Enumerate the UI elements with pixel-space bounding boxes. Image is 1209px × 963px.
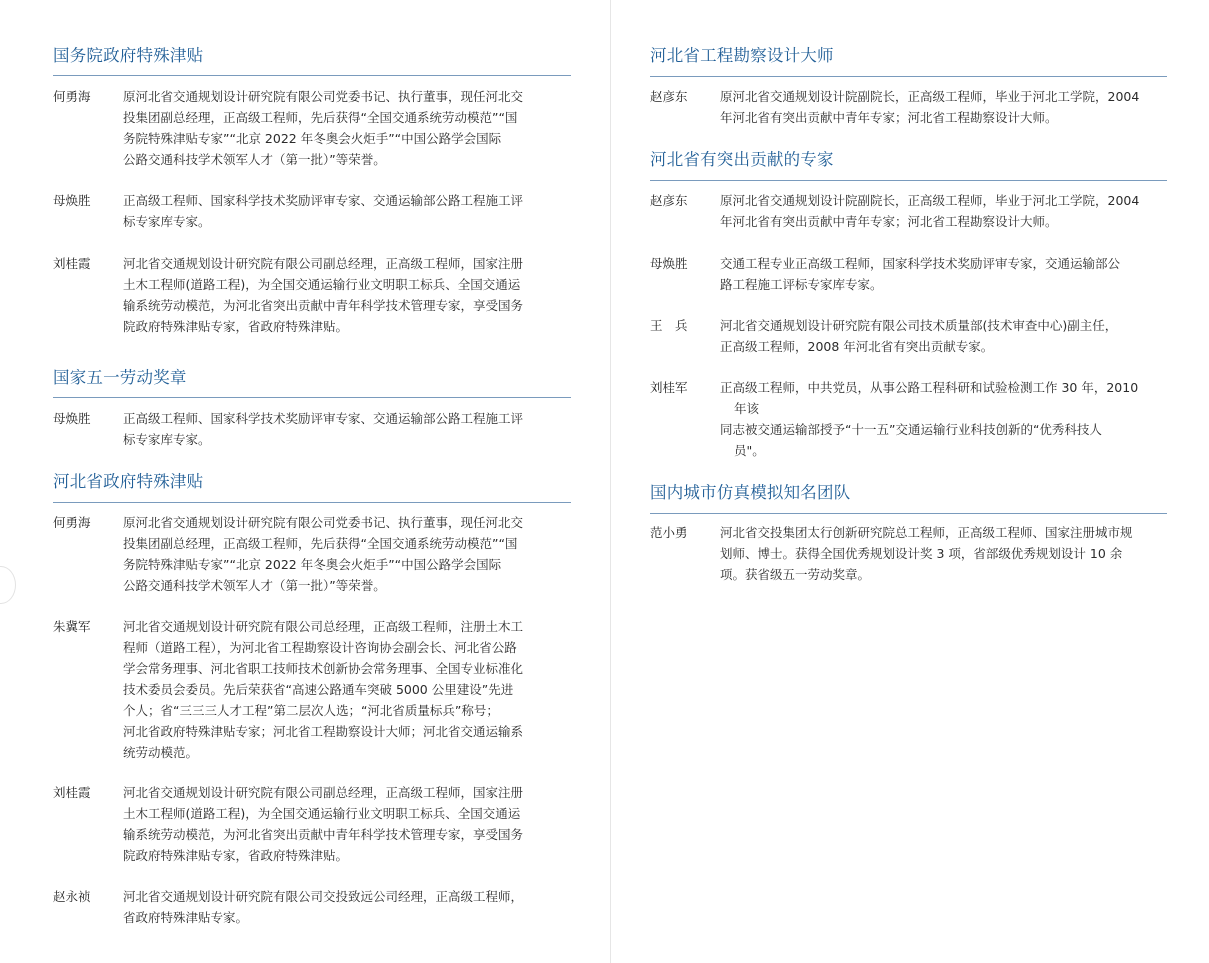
person-name: 母焕胜 xyxy=(650,256,688,271)
description-line: 河北省交通规划设计研究院有限公司副总经理，正高级工程师，国家注册 xyxy=(123,785,524,800)
description-line: 年该 xyxy=(734,401,760,416)
description-line: 项。获省级五一劳动奖章。 xyxy=(720,567,871,582)
section-rule xyxy=(53,75,571,76)
description-line: 统劳动模范。 xyxy=(123,745,199,760)
person-description xyxy=(720,315,1167,357)
section-design-master xyxy=(650,45,1167,67)
description-line: 划师、博士。获得全国优秀规划设计奖 3 项，省部级优秀规划设计 10 余 xyxy=(720,546,1123,561)
section-title: 国内城市仿真模拟知名团队 xyxy=(650,483,851,502)
description-line: 院政府特殊津贴专家，省政府特殊津贴。 xyxy=(123,848,349,863)
description-line: 标专家库专家。 xyxy=(123,214,211,229)
person-name: 赵彦东 xyxy=(650,193,688,208)
person-description xyxy=(123,616,571,763)
person-name: 赵永祯 xyxy=(53,889,91,904)
person-description xyxy=(720,253,1167,295)
person-name: 刘桂霞 xyxy=(53,256,91,271)
description-line: 输系统劳动模范，为河北省突出贡献中青年科学技术管理专家，享受国务 xyxy=(123,827,524,842)
person-name: 王 兵 xyxy=(650,318,688,333)
person-description xyxy=(123,782,571,866)
description-line: 河北省交通规划设计研究院有限公司总经理，正高级工程师，注册土木工 xyxy=(123,619,524,634)
section-title: 国务院政府特殊津贴 xyxy=(53,46,204,65)
description-line: 河北省政府特殊津贴专家；河北省工程勘察设计大师；河北省交通运输系 xyxy=(123,724,524,739)
description-line: 公路交通科技学术领军人才（第一批）”等荣誉。 xyxy=(123,152,386,167)
person-name: 赵彦东 xyxy=(650,89,688,104)
description-line: 标专家库专家。 xyxy=(123,432,211,447)
person-name: 刘桂军 xyxy=(650,380,688,395)
description-line: 院政府特殊津贴专家，省政府特殊津贴。 xyxy=(123,319,349,334)
person-description xyxy=(123,408,571,450)
section-outstanding-expert xyxy=(650,149,1167,171)
description-line: 原河北省交通规划设计院副院长，正高级工程师，毕业于河北工学院，2004 xyxy=(720,89,1140,104)
person-name: 何勇海 xyxy=(53,515,91,530)
section-title: 国家五一劳动奖章 xyxy=(53,368,187,387)
person-name: 朱冀军 xyxy=(53,619,91,634)
description-line: 河北省交通规划设计研究院有限公司技术质量部(技术审查中心)副主任， xyxy=(720,318,1118,333)
description-line: 河北省交通规划设计研究院有限公司交投致远公司经理，正高级工程师， xyxy=(123,889,524,904)
description-line: 投集团副总经理，正高级工程师，先后获得“全国交通系统劳动模范”“国 xyxy=(123,110,518,125)
description-line: 个人；省“三三三人才工程”第二层次人选；“河北省质量标兵”称号； xyxy=(123,703,499,718)
description-line: 原河北省交通规划设计研究院有限公司党委书记、执行董事，现任河北交 xyxy=(123,89,524,104)
section-simulation-team xyxy=(650,482,1167,504)
description-line: 务院特殊津贴专家”“北京 2022 年冬奥会火炬手”“中国公路学会国际 xyxy=(123,131,502,146)
description-line: 公路交通科技学术领军人才（第一批）”等荣誉。 xyxy=(123,578,386,593)
person-name: 刘桂霞 xyxy=(53,785,91,800)
person-description xyxy=(720,190,1167,232)
description-line: 投集团副总经理，正高级工程师，先后获得“全国交通系统劳动模范”“国 xyxy=(123,536,518,551)
description-line: 河北省交投集团太行创新研究院总工程师，正高级工程师、国家注册城市规 xyxy=(720,525,1133,540)
description-line: 正高级工程师，中共党员，从事公路工程科研和试验检测工作 30 年，2010 xyxy=(720,380,1139,395)
description-line: 员"。 xyxy=(734,443,765,458)
section-rule xyxy=(53,397,571,398)
person-description xyxy=(123,512,571,596)
section-hebei-allowance xyxy=(53,471,571,493)
description-line: 同志被交通运输部授予“十一五”交通运输行业科技创新的“优秀科技人 xyxy=(720,422,1102,437)
description-line: 土木工程师(道路工程)，为全国交通运输行业文明职工标兵、全国交通运 xyxy=(123,277,521,292)
description-line: 程师（道路工程），为河北省工程勘察设计咨询协会副会长、河北省公路 xyxy=(123,640,517,655)
section-title: 河北省工程勘察设计大师 xyxy=(650,46,834,65)
person-description xyxy=(720,522,1167,585)
section-may-day-medal xyxy=(53,367,571,389)
person-name: 何勇海 xyxy=(53,89,91,104)
description-line: 年河北省有突出贡献中青年专家；河北省工程勘察设计大师。 xyxy=(720,214,1058,229)
page-edge-tab xyxy=(0,566,16,604)
description-line: 学会常务理事、河北省职工技师技术创新协会常务理事、全国专业标准化 xyxy=(123,661,524,676)
description-line: 正高级工程师，2008 年河北省有突出贡献专家。 xyxy=(720,339,994,354)
person-name: 母焕胜 xyxy=(53,411,91,426)
person-description xyxy=(123,886,571,928)
description-line: 交通工程专业正高级工程师，国家科学技术奖励评审专家，交通运输部公 xyxy=(720,256,1121,271)
description-line: 土木工程师(道路工程)，为全国交通运输行业文明职工标兵、全国交通运 xyxy=(123,806,521,821)
person-name: 母焕胜 xyxy=(53,193,91,208)
description-line: 原河北省交通规划设计院副院长，正高级工程师，毕业于河北工学院，2004 xyxy=(720,193,1140,208)
center-divider xyxy=(610,0,611,963)
description-line: 原河北省交通规划设计研究院有限公司党委书记、执行董事，现任河北交 xyxy=(123,515,524,530)
description-line: 正高级工程师、国家科学技术奖励评审专家、交通运输部公路工程施工评 xyxy=(123,193,524,208)
description-line: 务院特殊津贴专家”“北京 2022 年冬奥会火炬手”“中国公路学会国际 xyxy=(123,557,502,572)
description-line: 输系统劳动模范，为河北省突出贡献中青年科学技术管理专家，享受国务 xyxy=(123,298,524,313)
description-line: 年河北省有突出贡献中青年专家；河北省工程勘察设计大师。 xyxy=(720,110,1058,125)
section-rule xyxy=(650,180,1167,181)
description-line: 技术委员会委员。先后荣获省“高速公路通车突破 5000 公里建设”先进 xyxy=(123,682,514,697)
section-rule xyxy=(650,76,1167,77)
description-line: 省政府特殊津贴专家。 xyxy=(123,910,249,925)
section-title: 河北省政府特殊津贴 xyxy=(53,472,204,491)
description-line: 路工程施工评标专家库专家。 xyxy=(720,277,883,292)
section-rule xyxy=(650,513,1167,514)
section-title: 河北省有突出贡献的专家 xyxy=(650,150,834,169)
description-line: 正高级工程师、国家科学技术奖励评审专家、交通运输部公路工程施工评 xyxy=(123,411,524,426)
person-description xyxy=(720,377,1167,461)
person-description xyxy=(123,190,571,232)
person-description xyxy=(720,86,1167,128)
person-description xyxy=(123,86,571,170)
section-rule xyxy=(53,502,571,503)
description-line: 河北省交通规划设计研究院有限公司副总经理，正高级工程师，国家注册 xyxy=(123,256,524,271)
person-description xyxy=(123,253,571,337)
person-name: 范小勇 xyxy=(650,525,688,540)
section-state-council-allowance xyxy=(53,45,571,67)
